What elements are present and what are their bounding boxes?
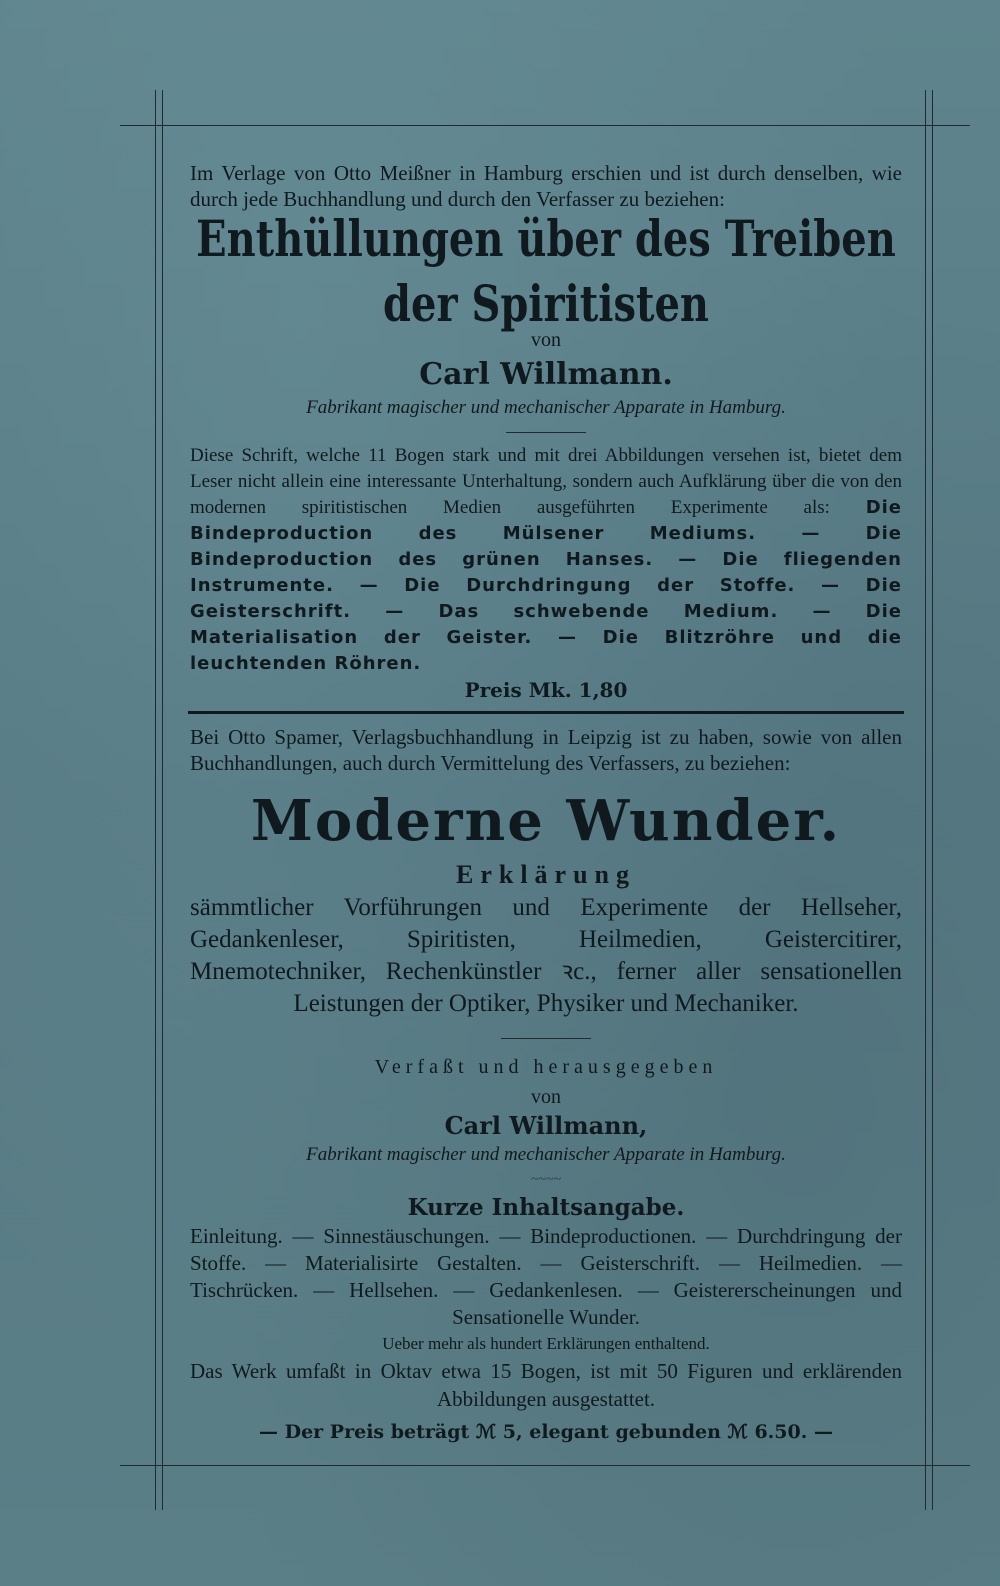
ad1-intro: Im Verlage von Otto Meißner in Hamburg erschien und ist durch denselben, wie durch jede Buchhandlung und durch den Verfasser zu beziehen:: [190, 161, 902, 211]
ad2-description: sämmtlicher Vorführungen und Experimente der Hellseher, Gedankenleser, Spiritisten, Heilmedien, Geistercitirer, Mnemotechniker, Rechenkünstler ꝛc., ferner aller sensationellen Leistungen der Optiker, Physiker und Mechaniker.: [190, 894, 902, 1017]
ad2-von: von: [531, 1086, 561, 1108]
ad2-title: Moderne Wunder.: [250, 788, 842, 854]
ad1-description-plain: Diese Schrift, welche 11 Bogen stark und mit drei Abbildungen versehen ist, bietet dem Leser nicht allein eine interessante Unterhaltung, sondern auch Aufklärung über die von den modernen spiritistischen Medien ausgeführten Experimente als:: [190, 445, 902, 518]
ad2-ornament: ~~~~: [530, 1172, 562, 1187]
ad1-occupation: Fabrikant magischer und mechanischer Apparate in Hamburg.: [306, 397, 786, 418]
ad2-occupation: Fabrikant magischer und mechanischer Apparate in Hamburg.: [306, 1144, 786, 1165]
ad-moderne-wunder: [190, 724, 902, 1447]
frame-left-inner: [162, 90, 163, 1510]
ad1-price: Preis Mk. 1,80: [464, 678, 628, 702]
ad1-description-bold: Die Bindeproduction des Mülsener Mediums. — Die Bindeproduction des grünen Hanses. — Die fliegenden Instrumente. — Die Durchdringung der Stoffe. — Die Geisterschrift. — Das schwebende Medium. — Die Materialisation der Geister. — Die Blitzröhre und die leuchtenden Röhren.: [190, 497, 903, 674]
frame-bottom-rule: [120, 1465, 970, 1466]
ad2-subtitle: Erklärung: [455, 860, 637, 889]
frame-top-rule: [120, 125, 970, 126]
frame-right-inner: [925, 90, 926, 1510]
ad2-author: Carl Willmann,: [444, 1111, 648, 1140]
ad2-note: Ueber mehr als hundert Erklärungen enthaltend.: [382, 1334, 710, 1353]
ad2-verfasst: Verfaßt und herausgegeben: [374, 1056, 718, 1078]
ad1-description: [190, 443, 902, 677]
ad2-contents: Einleitung. — Sinnestäuschungen. — Bindeproductionen. — Durchdringung der Stoffe. — Materialisirte Gestalten. — Geisterschrift. — Heilmedien. — Tischrücken. — Hellsehen. — Gedankenlesen. — Geistererscheinungen und Sensationelle Wunder.: [190, 1224, 902, 1329]
ad1-von: von: [531, 329, 561, 351]
ad1-title: Enthüllungen über des Treiben der Spiritisten: [196, 209, 896, 334]
ad2-divider: [501, 1038, 591, 1039]
ad2-contents-heading: Kurze Inhaltsangabe.: [407, 1194, 685, 1221]
frame-right-outer: [932, 90, 933, 1510]
ad2-extent: Das Werk umfaßt in Oktav etwa 15 Bogen, ist mit 50 Figuren und erklärenden Abbildungen ausgestattet.: [190, 1359, 902, 1411]
ad-enthuellungen: [190, 160, 902, 703]
ad1-divider: [506, 432, 586, 433]
ad2-price: — Der Preis beträgt ℳ 5, elegant gebunden ℳ 6.50. —: [259, 1421, 833, 1443]
section-separator: [188, 711, 904, 714]
ad1-author: Carl Willmann.: [419, 357, 673, 392]
ad2-intro: Bei Otto Spamer, Verlagsbuchhandlung in Leipzig ist zu haben, sowie von allen Buchhandlungen, auch durch Vermittelung des Verfassers, zu beziehen:: [190, 725, 902, 775]
advertisement-content: [190, 160, 902, 1447]
frame-left-outer: [155, 90, 156, 1510]
